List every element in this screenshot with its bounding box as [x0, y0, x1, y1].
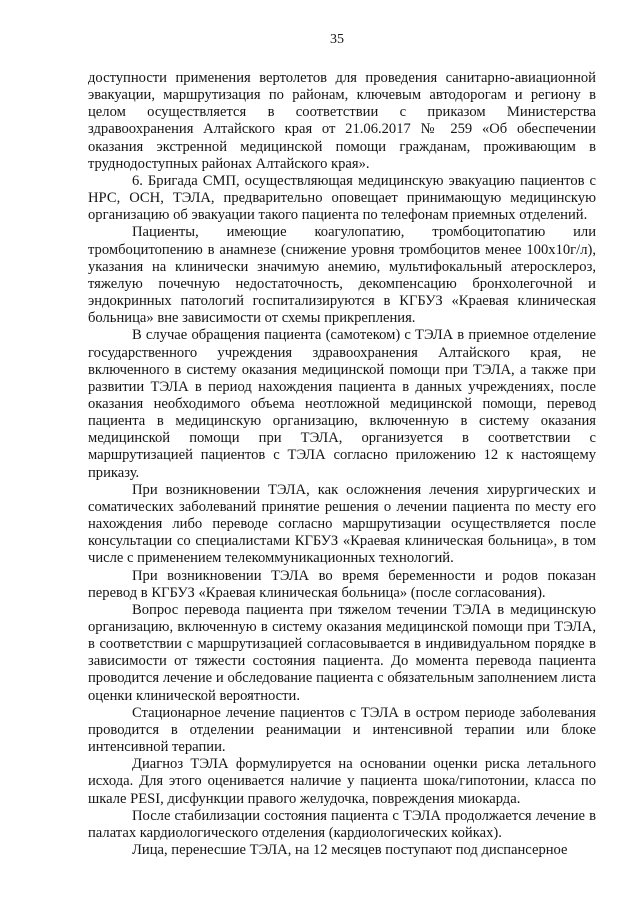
paragraph-complication: При возникновении ТЭЛА, как осложнения лечения хирургических и соматических заболеваний принятие решения о лечении пациента по месту его нахождения либо переводе согласно маршрутизации осуществляется после консультации со специалистами КГБУЗ «Краевая клиническая больница», в том числе с применением телекоммуникационных технологий. [88, 481, 596, 567]
paragraph-stabilization: После стабилизации состояния пациента с ТЭЛА продолжается лечение в палатах кардиологического отделения (кардиологических койках). [88, 807, 596, 841]
paragraph-pregnancy: При возникновении ТЭЛА во время беременности и родов показан перевод в КГБУЗ «Краевая клиническая больница» (после согласования). [88, 567, 596, 601]
paragraph-self-referral: В случае обращения пациента (самотеком) с ТЭЛА в приемное отделение государственного учреждения здравоохранения Алтайского края, не включенного в систему оказания медицинской помощи при ТЭЛА, а также при развитии ТЭЛА в период нахождения пациента в данных учреждениях, после оказания необходимого объема неотложной медицинской помощи, перевод пациента в медицинскую организацию, включенную в систему оказания медицинской помощи при ТЭЛА, организуется в соответствии с маршрутизацией пациентов с ТЭЛА согласно приложению 12 к настоящему приказу. [88, 327, 596, 481]
paragraph-follow-up: Лица, перенесшие ТЭЛА, на 12 месяцев поступают под диспансерное [132, 842, 568, 859]
paragraph-diagnosis: Диагноз ТЭЛА формулируется на основании оценки риска летального исхода. Для этого оценивается наличие у пациента шока/гипотонии, класса по шкале PESI, дисфункции правого желудочка, повреждения миокарда. [88, 756, 596, 807]
paragraph-helicopter-evacuation: доступности применения вертолетов для проведения санитарно-авиационной эвакуации, маршрутизация по районам, ключевым автодорогам и региону в целом осуществляется в соответствии с приказом Министерства здравоохранения Алтайского края от 21.06.2017 № 259 «Об обеспечении оказания экстренной медицинской помощи гражданам, проживающим в труднодоступных районах Алтайского края». [88, 70, 596, 172]
paragraph-inpatient-treatment: Стационарное лечение пациентов с ТЭЛА в остром периоде заболевания проводится в отделении реанимации и интенсивной терапии или блоке интенсивной терапии. [88, 704, 596, 756]
paragraph-severe-course: Вопрос перевода пациента при тяжелом течении ТЭЛА в медицинскую организацию, включенную в систему оказания медицинской помощи при ТЭЛА, в соответствии с маршрутизацией согласовывается в индивидуальном порядке в зависимости от тяжести состояния пациента. До момента перевода пациента проводится лечение и обследование пациента с обязательным заполнением листа оценки клинической вероятности. [88, 601, 596, 704]
paragraph-coagulopathy-patients: Пациенты, имеющие коагулопатию, тромбоцитопатию или тромбоцитопению в анамнезе (снижение уровня тромбоцитов менее 100x10г/л), указания на клинически значимую анемию, мультифокальный атеросклероз, тяжелую почечную недостаточность, декомпенсацию бронхолегочной и эндокринных патологий госпитализируются в КГБУЗ «Краевая клиническая больница» вне зависимости от схемы прикрепления. [88, 224, 596, 327]
page-number: 35 [330, 32, 344, 47]
paragraph-smp-brigade: 6. Бригада СМП, осуществляющая медицинскую эвакуацию пациентов с НРС, ОСН, ТЭЛА, предварительно оповещает принимающую медицинскую организацию об эвакуации такого пациента по телефонам приемных отделений. [88, 172, 596, 224]
